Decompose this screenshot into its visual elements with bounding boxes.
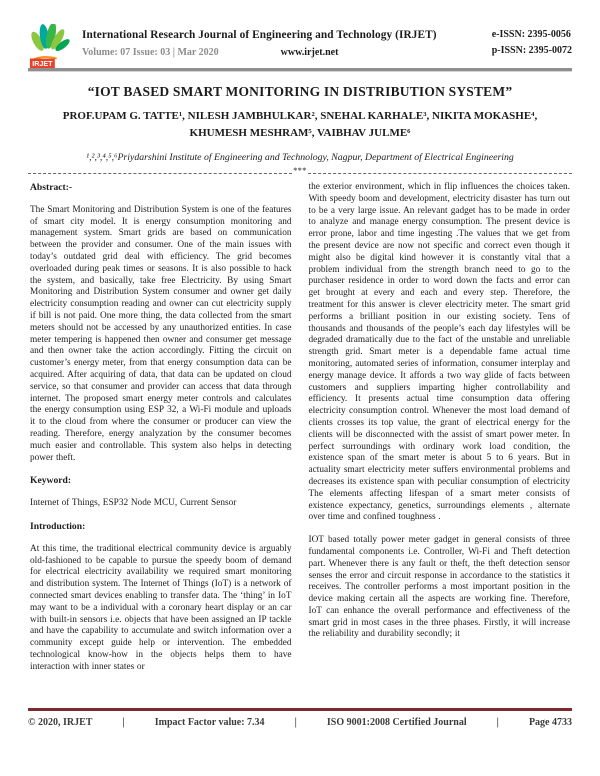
separator-dashes-left xyxy=(28,172,292,174)
issn-block xyxy=(492,26,572,61)
footer-divider xyxy=(28,708,572,711)
footer-impact-factor: Impact Factor value: 7.34 xyxy=(154,717,265,728)
header-divider xyxy=(28,68,572,72)
footer-pipe: | xyxy=(122,717,125,728)
journal-title: International Research Journal of Engineering and Technology (IRJET) xyxy=(82,29,437,41)
footer-pipe: | xyxy=(496,717,499,728)
e-issn: e-ISSN: 2395-0056 xyxy=(491,29,571,40)
header-row2 xyxy=(82,47,482,58)
introduction-text: At this time, the traditional electrical community device is arguably old-fashioned to be capable to pursue the speedy boom of demand for electrical electricity availability we required smart monitoring and distribution system. The Internet of Things (IoT) is a network of connected smart devices enabling to transfer data. The ‘thing’ in IoT may want to be a individual with a coronary heart display or an car with built-in sensors i.e. objects that have been assigned an IP tackle and have the capability to accumulate and switch information over a community except guide help or intervention. The embedded technological know-how in the objects helps them to have interaction with inner states or xyxy=(30,543,292,672)
footer-copyright: © 2020, IRJET xyxy=(28,717,93,728)
body-columns xyxy=(30,182,570,706)
svg-text:IRJET: IRJET xyxy=(32,60,53,69)
footer-row xyxy=(28,717,572,728)
abstract-heading: Abstract:- xyxy=(30,182,73,193)
separator-stars: *** xyxy=(293,166,307,175)
irjet-logo-icon xyxy=(28,24,74,70)
separator-dashes-right xyxy=(308,172,572,174)
authors-line: PROF.UPAM G. TATTE¹, NILESH JAMBHULKAR², SNEHAL KARHALE³, NIKITA MOKASHE⁴, KHUMESH MESHRAM⁵, VAIBHAV JULME⁶ xyxy=(62,110,538,140)
body-paragraph-2: IOT based totally power meter gadget in general consists of three fundamental components i.e. Controller, Wi-Fi and Theft detection part. Whenever there is any fault or theft, the theft detection sensor senses the error and circuit response in accordance to the statistics it receives. The controller performs a most important position in the device making certain all the aspects are working fine. Therefore, IoT can enhance the overall performance and effectiveness of the smart grid in most cases in the three phases. Firstly, it will increase the reliability and durability secondly; it xyxy=(308,535,570,640)
p-issn: p-ISSN: 2395-0072 xyxy=(491,45,572,56)
page-footer xyxy=(28,708,572,728)
journal-header xyxy=(28,26,572,70)
body-paragraph-1: the exterior environment, which in flip influences the choices taken. With speedy boom and development, electricity disaster has turn out to be a very large issue. An relevant gadget has to be made in order to analyze and manage energy consumption. The present device is error prone, labor and time ingesting .The values that we get from the present device are now not specific and correct even though it might also be digital kind however it is constantly vital that a problem individual from the strength branch need to go to the purchaser residence in order to word down the facts and error can get brought at every and each and every step. Therefore, the treatment for this answer is clever electricity meter. The smart grid performs a brilliant position in our existing society. Tens of thousands and thousands of the people’s each day lifestyles will be degraded dramatically due to the fact of the unstable and unreliable strength grid. Smart meter is a dependable fame actual time monitoring, automated series of information, consumer interplay and energy manage device. It affords a two way glide of facts between customers and suppliers imparting higher controllability and efficiency. It presents actual time consumption data offering electricity consumption control. Whenever the most load demand of clients crosses its top value, the grant of electrical energy for the clients will be disconnected with the assist of smart power meter. In perfect surroundings with ordinary work load condition, the existence span of the smart meter is about 5 to 6 years. But in actuality smart electricity meter suffers environmental problems and decreases its existence span with peculiar consumption of electricity The elements affecting lifespan of a smart meter consists of existence expectancy, genetics, surroundings elements , alternate over time and confined toughness . xyxy=(308,182,570,523)
left-column xyxy=(30,182,292,706)
header-text-block xyxy=(82,26,482,58)
keywords-text: Internet of Things, ESP32 Node MCU, Current Sensor xyxy=(30,498,237,509)
keyword-heading: Keyword: xyxy=(30,475,72,487)
journal-website-link[interactable]: www.irjet.net xyxy=(280,47,339,58)
footer-certification: ISO 9001:2008 Certified Journal xyxy=(326,717,467,728)
introduction-heading: Introduction: xyxy=(30,520,86,532)
footer-page-number: Page 4733 xyxy=(528,717,572,728)
paper-title: “IOT BASED SMART MONITORING IN DISTRIBUTION SYSTEM” xyxy=(87,84,513,99)
section-separator xyxy=(28,166,572,175)
footer-pipe: | xyxy=(294,717,297,728)
affiliation-line: ¹,²,³,⁴,⁵,⁶Priydarshini Institute of Engineering and Technology, Nagpur, Department of Electrical Engineering xyxy=(86,152,514,163)
abstract-text: The Smart Monitoring and Distribution System is one of the features of smart city model. It is energy consumption monitoring and management system. Smart grids are based on communication between the provider and consumer. One of the main issues with today’s outdated grid deal with efficiency. The grid becomes overloaded during peak times or seasons. It is also possible to hack the system, and basically, take free Electricity. By using Smart Monitoring and Distribution System consumer and owner get daily electricity consumption reading and owner can cut electricity supply if bill is not paid. One more thing, the data collected from the smart meters should not be accessed by any unauthorized entities. In case meter tempering is happened then owner and consumer get message and then owner take the action accordingly. Fitting the circuit on customer’s energy meter, from that energy consumption data can be acquired. After acquiring of data, that data can be updated on cloud service, so that consumer and provider can access that data through internet. The proposed smart energy meter controls and calculates the energy consumption using ESP 32, a Wi-Fi module and uploads it to the cloud from where the consumer or producer can view the reading. Therefore, energy analyzation by the consumer becomes much easier and controllable. This system also helps in detecting power theft. xyxy=(30,204,292,463)
right-column xyxy=(309,182,571,706)
volume-issue: Volume: 07 Issue: 03 | Mar 2020 xyxy=(82,47,219,58)
